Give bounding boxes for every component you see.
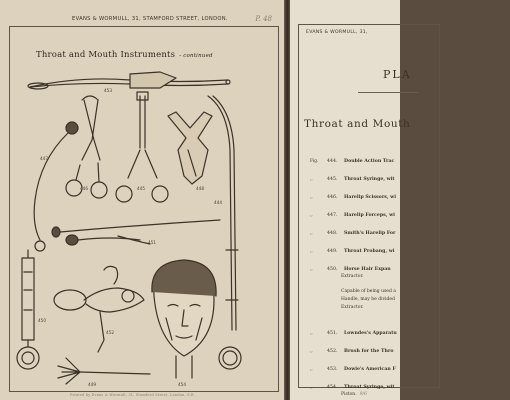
list-item: ,, 452. Brush for the Thro [310,348,394,354]
list-item: ,, 451. Lowndes's Apparatu [310,330,397,336]
printer-imprint: Printed by Evans & Wormull, 31, Stamford Street, London, S.E. [70,393,196,397]
instrument-450-icon [17,250,39,369]
right-publisher-header: EVANS & WORMULL, 31, [306,30,368,35]
figure-label-446: 446 [80,186,88,191]
instrument-452-icon [54,266,144,352]
entry-450-continuation: Extractor. [341,274,364,279]
figure-label-449: 449 [88,382,96,387]
instrument-453-icon [28,72,230,89]
heading-rule [358,92,418,93]
list-item: ,, 454. Throat Syringe, wit [310,384,395,390]
figure-label-452: 452 [106,330,114,335]
figure-label-453: 453 [104,88,112,93]
plate-title-text: Throat and Mouth Instruments [36,50,176,60]
entry-454-continuation: Piston. 9/6 [341,392,367,397]
list-item: ,, 446. Harelip Scissors, wi [310,194,397,200]
entry-450-note-line-2: Handle, may be divided [341,297,395,302]
list-item: ,, 448. Smith's Harelip For [310,230,396,236]
figure-label-454: 454 [178,382,186,387]
list-item: ,, 447. Harelip Forceps, wi [310,212,395,218]
plate-heading: PLA [383,68,412,81]
entry-450-note-line-1: Capable of being used a [341,289,396,294]
instrument-446-icon [66,96,107,198]
page-number: P. 48 [255,15,272,23]
figure-label-448: 448 [196,186,204,191]
instrument-454-icon [152,260,216,378]
list-item: ,, 449. Throat Probang, wi [310,248,395,254]
section-heading: Throat and Mouth [304,118,411,130]
instrument-449-icon [58,358,150,384]
list-item: ,, 450. Horse Hair Expan [310,266,391,272]
list-item: Fig. 444. Double Action Trac [310,158,395,164]
instrument-448-icon [168,112,212,184]
figure-label-450: 450 [38,318,46,323]
plate-title-subtitle: - continued [179,53,213,59]
pencil-annotation: 9/6 [359,392,367,397]
entry-450-note-line-3: Extractor. [341,305,364,310]
list-item: ,, 445. Throat Syringe, wit [310,176,395,182]
figure-label-445: 445 [137,186,145,191]
right-page [290,0,412,400]
figure-label-451: 451 [148,240,156,245]
instrument-444-icon [208,96,241,369]
publisher-header: EVANS & WORMULL, 31, STAMFORD STREET, LONDON. [72,16,228,22]
list-item: ,, 453. Dowie's American F [310,366,396,372]
figure-label-447: 447 [40,156,48,161]
instrument-451-icon [52,220,220,245]
figure-label-444: 444 [214,200,222,205]
